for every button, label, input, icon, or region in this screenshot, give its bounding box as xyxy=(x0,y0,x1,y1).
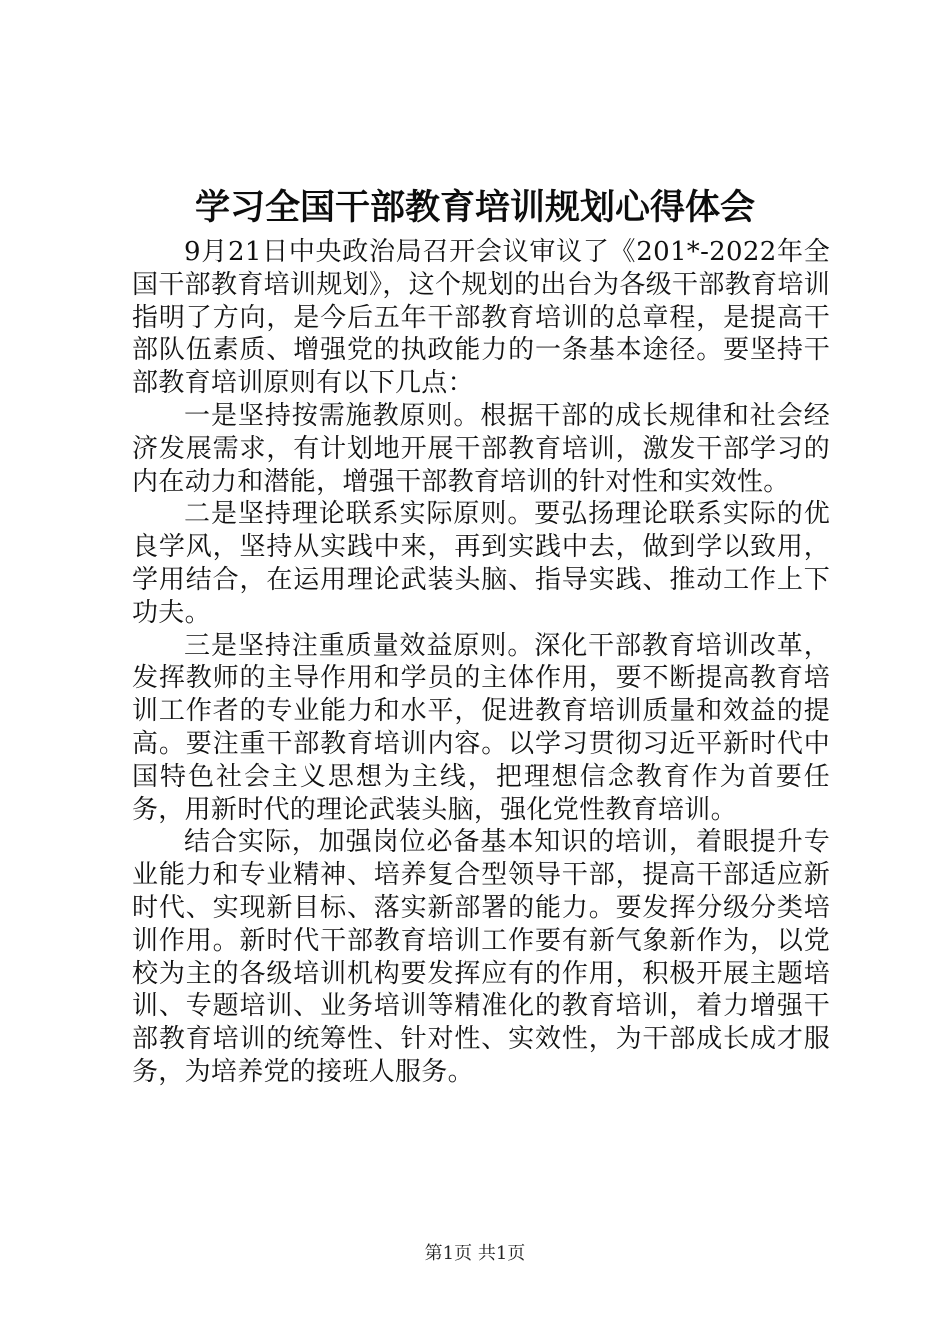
paragraph-principle-2: 二是坚持理论联系实际原则。要弘扬理论联系实际的优良学风，坚持从实践中来，再到实践中去，做到学以致用，学用结合，在运用理论武装头脑、指导实践、推动工作上下功夫。 xyxy=(132,499,830,628)
document-title: 学习全国干部教育培训规划心得体会 xyxy=(194,188,755,228)
paragraph-principle-1: 一是坚持按需施教原则。根据干部的成长规律和社会经济发展需求，有计划地开展干部教育培训，激发干部学习的内在动力和潜能，增强干部教育培训的针对性和实效性。 xyxy=(132,400,830,497)
document-body xyxy=(132,236,830,1089)
page-number-footer: 第1页 共1页 xyxy=(424,1243,526,1264)
paragraph-principle-3: 三是坚持注重质量效益原则。深化干部教育培训改革，发挥教师的主导作用和学员的主体作用，要不断提高教育培训工作者的专业能力和水平，促进教育培训质量和效益的提高。要注重干部教育培训内容。以学习贯彻习近平新时代中国特色社会主义思想为主线，把理想信念教育作为首要任务，用新时代的理论武装头脑，强化党性教育培训。 xyxy=(132,630,830,825)
paragraph-intro: 9月21日中央政治局召开会议审议了《201*-2022年全国干部教育培训规划》，这个规划的出台为各级干部教育培训指明了方向，是今后五年干部教育培训的总章程，是提高干部队伍素质、增强党的执政能力的一条基本途径。要坚持干部教育培训原则有以下几点： xyxy=(132,237,830,399)
paragraph-conclusion: 结合实际，加强岗位必备基本知识的培训，着眼提升专业能力和专业精神、培养复合型领导干部，提高干部适应新时代、实现新目标、落实新部署的能力。要发挥分级分类培训作用。新时代干部教育培训工作要有新气象新作为，以党校为主的各级培训机构要发挥应有的作用，积极开展主题培训、专题培训、业务培训等精准化的教育培训，着力增强干部教育培训的统筹性、针对性、实效性，为干部成长成才服务，为培养党的接班人服务。 xyxy=(132,827,830,1087)
